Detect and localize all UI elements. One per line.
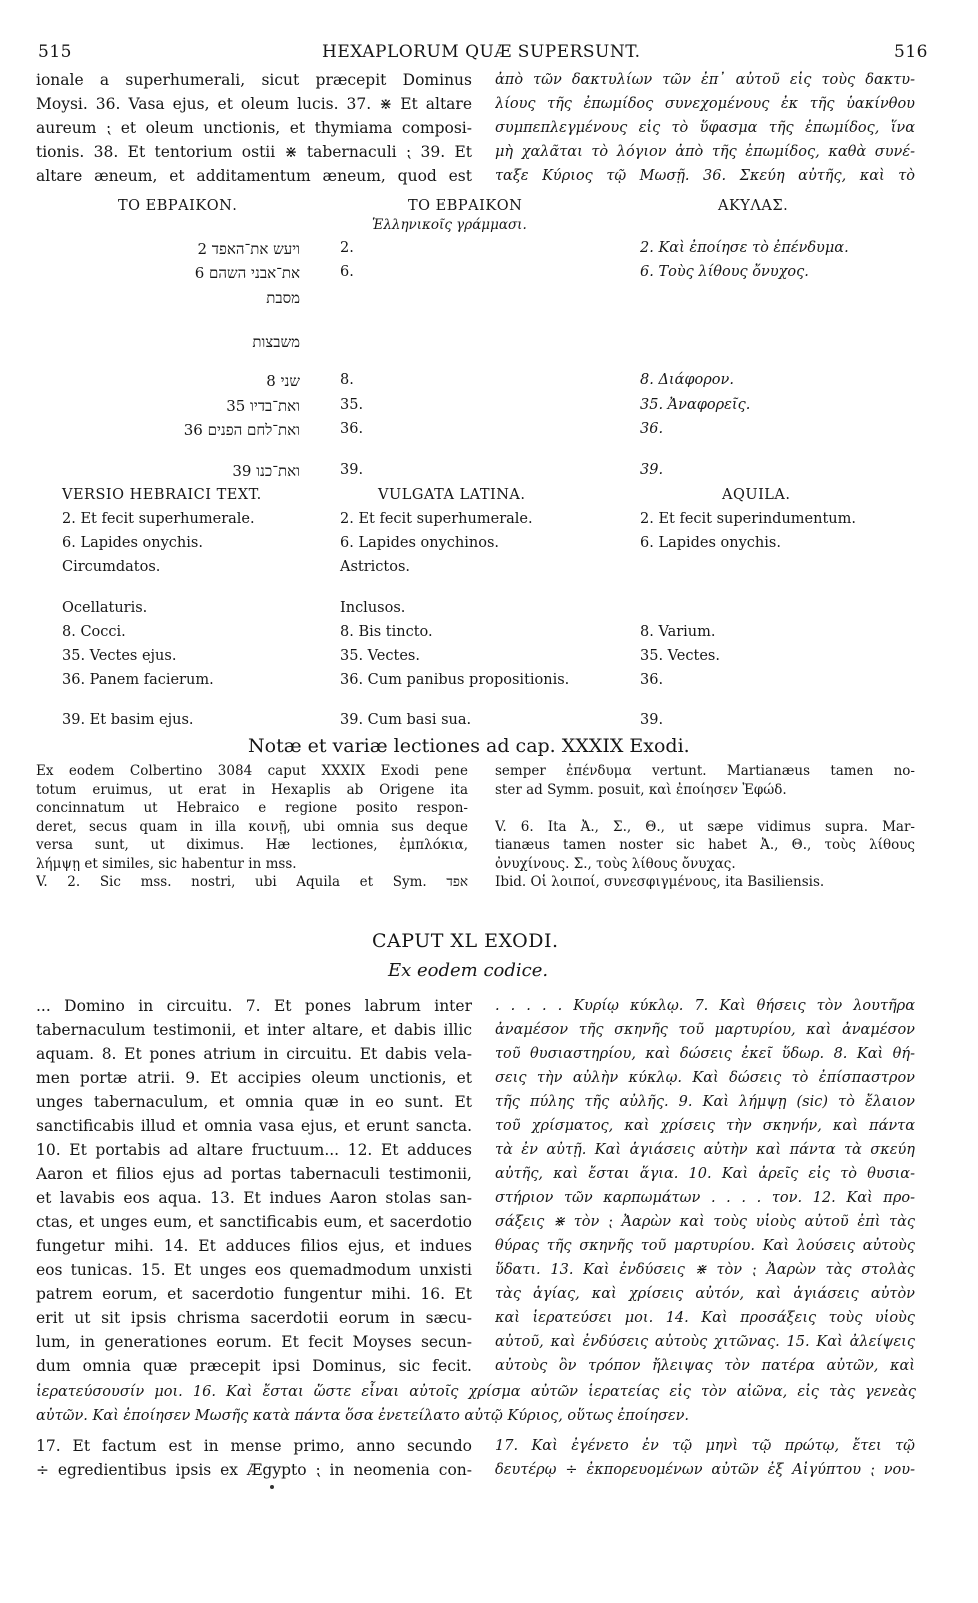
vulgata-cell: 35. Vectes. — [340, 648, 420, 664]
aquila-cell: 6. Τοὺς λίθους ὄνυχος. — [640, 264, 809, 280]
note-line: Ex eodem Colbertino 3084 caput XXXIX Exodi pene — [36, 763, 468, 779]
note-line: versa sunt, ut diximus. Hæ lectiones, ἐμπλόκια, — [36, 837, 468, 853]
text-line: ὕδατι. 13. Καὶ ἐνδύσεις ⋇ τὸν ⁏ Ἀαρὼν τὰς στολὰς — [495, 1262, 915, 1278]
text-line: μὴ χαλᾶται τὸ λόγιον ἀπὸ τῆς ἐπωμίδος, καθὰ συνέ- — [495, 144, 915, 160]
text-line: καὶ ἱερατεύσει μοι. 14. Καὶ προσάξεις τοὺς υἱοὺς — [495, 1310, 915, 1326]
verse-number: 35. — [340, 397, 364, 413]
aquila-latin-cell: 35. Vectes. — [640, 648, 720, 664]
aquila-cell: 39. — [640, 462, 664, 478]
text-line: erit ut sit ipsis chrisma sacerdotii eorum in sæcu- — [36, 1309, 472, 1327]
transliteration-column-header: ΤΟ ΕΒΡΑΙΚΟΝ — [408, 198, 523, 214]
text-line: fungetur mihi. 14. Et adduces filios ejus, et indues — [36, 1237, 472, 1255]
note-line: V. 6. Ita Ἀ., Σ., Θ., ut sæpe vidimus supra. Mar- — [495, 818, 915, 835]
notes-title: Notæ et variæ lectiones ad cap. XXXIX Exodi. — [248, 735, 690, 757]
body-greek-column — [495, 994, 915, 1378]
text-line: συμπεπλεγμένους εἰς τὸ ὕφασμα τῆς ἐπωμίδος, ἵνα — [495, 120, 915, 136]
top-greek-column — [495, 68, 915, 188]
text-line: et lavabis eos aqua. 13. Et indues Aaron stolas san- — [36, 1189, 472, 1207]
versio-cell: 36. Panem facierum. — [62, 672, 214, 688]
text-line: ἱερατεύσουσίν μοι. 16. Καὶ ἔσται ὥστε εἶναι αὐτοῖς χρίσμα αὐτῶν ἱερατείας εἰς τὸν αἰῶνα, εἰς τὰς γενεὰς — [36, 1384, 916, 1400]
verse-number: 39. — [340, 462, 364, 478]
text-line: δευτέρῳ ÷ ἐκπορευομένων αὐτῶν ἐξ Αἰγύπτου ⁏ νου- — [495, 1462, 915, 1478]
text-line: dum omnia quæ præcepit ipsi Dominus, sic fecit. — [36, 1357, 472, 1375]
text-line: sanctificabis illud et omnia vasa ejus, et erunt sancta. — [36, 1117, 472, 1135]
verse-number: 36. — [340, 421, 364, 437]
text-line: τὰ ἐν αὐτῇ. Καὶ ἁγιάσεις αὐτὴν καὶ πάντα τὰ σκεύη — [495, 1142, 915, 1158]
notes-left-column — [36, 762, 468, 892]
vulgata-cell: 36. Cum panibus propositionis. — [340, 672, 570, 688]
aquila-column-header: ΑΚΥΛΑΣ. — [718, 198, 789, 214]
text-line: . . . . . Κυρίῳ κύκλῳ. 7. Καὶ θήσεις τὸν λουτῆρα — [495, 998, 915, 1014]
hebrew-cell: שני 8 — [266, 372, 300, 390]
text-line: στήριον τῶν καρπωμάτων . . . . τον. 12. Καὶ προ- — [495, 1190, 915, 1206]
versio-cell: 6. Lapides onychis. — [62, 535, 203, 551]
versio-cell: Circumdatos. — [62, 559, 161, 575]
text-line: τοῦ χρίσματος, καὶ χρίσεις τὴν σκηνήν, καὶ πάντα — [495, 1118, 915, 1134]
text-line: tionis. 38. Et tentorium ostii ⋇ tabernaculi ⁏ 39. Et — [36, 143, 472, 161]
hebrew-cell: ואת־כנו 39 — [232, 462, 300, 480]
aquila-cell: 36. — [640, 421, 664, 437]
aquila-latin-header: AQUILA. — [722, 487, 791, 503]
text-line: αὐτῶν. Καὶ ἐποίησεν Μωσῆς κατὰ πάντα ὅσα ἐνετείλατο αὐτῷ Κύριος, οὕτως ἐποίησεν. — [36, 1408, 690, 1424]
aquila-latin-cell: 2. Et fecit superindumentum. — [640, 511, 856, 527]
vulgata-cell: 6. Lapides onychinos. — [340, 535, 500, 551]
note-line: deret, secus quam in illa κοινῇ, ubi omnia sus deque — [36, 818, 468, 835]
left-page-number: 515 — [38, 42, 72, 62]
text-line: aureum ⁏ et oleum unctionis, et thymiama composi- — [36, 119, 472, 137]
text-line: tabernaculum testimonii, et inter altare, et dabis illic — [36, 1021, 472, 1039]
text-line: men portæ atrii. 9. Et accipies oleum unctionis, et — [36, 1069, 472, 1087]
verse-number: 2. — [340, 240, 354, 256]
versio-cell: Ocellaturis. — [62, 600, 148, 616]
text-line: 17. Et factum est in mense primo, anno secundo — [36, 1437, 472, 1455]
note-line: tianæus tamen noster sic habet Ἀ., Θ., τοὺς λίθους — [495, 837, 915, 853]
text-line: ÷ egredientibus ipsis ex Ægypto ⁏ in neomenia con- — [36, 1461, 472, 1479]
notes-right-column — [495, 762, 915, 892]
note-line: ster ad Symm. posuit, καὶ ἐποίησεν Ἐφώδ. — [495, 781, 787, 798]
text-line: patrem eorum, et sacerdotio fungentur mihi. 16. Et — [36, 1285, 472, 1303]
text-line: τὰς ἁγίας, καὶ χρίσεις αὐτόν, καὶ ἁγιάσεις αὐτὸν — [495, 1286, 915, 1302]
chapter-title: CAPUT XL EXODI. — [372, 930, 559, 952]
verse-number: 6. — [340, 264, 354, 280]
vulgata-cell: Astrictos. — [340, 559, 411, 575]
aquila-latin-cell: 39. — [640, 712, 664, 728]
chapter-subtitle: Ex eodem codice. — [388, 960, 549, 981]
text-line: ταξε Κύριος τῷ Μωσῇ. 36. Σκεύη αὐτῆς, καὶ τὸ — [495, 168, 915, 184]
note-line: V. 2. Sic mss. nostri, ubi Aquila et Sym. אפד — [36, 874, 468, 890]
text-line: ionale a superhumerali, sicut præcepit Dominus — [36, 71, 472, 89]
hebrew-cell: ואת־בדיו 35 — [226, 397, 300, 415]
text-line: unges tabernaculum, et omnia quæ in eo sunt. Et — [36, 1093, 472, 1111]
text-line: αὐτοῦ, καὶ ἐνδύσεις αὐτοὺς χιτῶνας. 15. Καὶ ἀλείψεις — [495, 1334, 915, 1350]
body-latin-column — [36, 994, 472, 1378]
text-line: Moysi. 36. Vasa ejus, et oleum lucis. 37. ⋇ Et altare — [36, 95, 472, 113]
text-line: lum, in generationes eorum. Et fecit Moyses secun- — [36, 1333, 472, 1351]
text-line: σεις τὴν αὐλὴν κύκλῳ. Καὶ δώσεις τὸ ἐπίσπαστρον — [495, 1070, 915, 1086]
running-title: HEXAPLORUM QUÆ SUPERSUNT. — [322, 42, 641, 62]
text-line: 10. Et portabis ad altare fructuum... 12. Et adduces — [36, 1141, 472, 1159]
verse-number: 8. — [340, 372, 354, 388]
bottom-greek-column — [495, 1434, 915, 1482]
text-line: αὐτοὺς ὃν τρόπον ἤλειψας τὸν πατέρα αὐτῶν, καὶ — [495, 1358, 915, 1374]
transliteration-column-subheader: Ἑλληνικοῖς γράμμασι. — [372, 217, 527, 233]
hebrew-cell: את־אבני השהם 6 — [194, 264, 300, 282]
note-line — [495, 799, 915, 818]
note-line: totum eruimus, ut erat in Hexaplis ab Origene ita — [36, 781, 468, 798]
vulgata-cell: 39. Cum basi sua. — [340, 712, 472, 728]
bottom-latin-column — [36, 1434, 472, 1482]
versio-cell: 35. Vectes ejus. — [62, 648, 177, 664]
right-page-number: 516 — [894, 42, 928, 62]
aquila-cell: 8. Διάφορον. — [640, 372, 734, 388]
aquila-latin-cell: 6. Lapides onychis. — [640, 535, 781, 551]
aquila-cell: 35. Ἀναφορεῖς. — [640, 397, 751, 413]
ink-dot — [270, 1485, 274, 1489]
text-line: ... Domino in circuitu. 7. Et pones labrum inter — [36, 997, 472, 1015]
text-line: ctas, et unges eum, et sanctificabis eum, et sacerdotio — [36, 1213, 472, 1231]
note-line: λήμψῃ et similes, sic habentur in mss. — [36, 855, 297, 872]
text-line: σάξεις ⋇ τὸν ⁏ Ἀαρὼν καὶ τοὺς υἱοὺς αὐτοῦ ἐπὶ τὰς — [495, 1214, 915, 1230]
text-line: αὐτῆς, καὶ ἔσται ἅγια. 10. Καὶ ἀρεῖς εἰς τὸ θυσια- — [495, 1166, 915, 1182]
hebrew-cell: משבצות — [252, 333, 300, 351]
note-line: concinnatum ut Hebraico e regione posito respon- — [36, 800, 468, 816]
vulgata-header: VULGATA LATINA. — [378, 487, 526, 503]
versio-cell: 2. Et fecit superhumerale. — [62, 511, 255, 527]
vulgata-cell: 2. Et fecit superhumerale. — [340, 511, 533, 527]
aquila-cell: 2. Καὶ ἐποίησε τὸ ἐπένδυμα. — [640, 240, 849, 256]
full-width-greek — [36, 1380, 916, 1428]
aquila-latin-cell: 36. — [640, 672, 664, 688]
note-line: semper ἐπένδυμα vertunt. Martianæus tamen no- — [495, 763, 915, 779]
hebrew-cell: מסבת — [266, 289, 300, 307]
top-latin-column — [36, 68, 472, 188]
text-line: 17. Καὶ ἐγένετο ἐν τῷ μηνὶ τῷ πρώτῳ, ἔτει τῷ — [495, 1438, 915, 1454]
text-line: eos tunicas. 15. Et unges eos quemadmodum unxisti — [36, 1261, 472, 1279]
text-line: τῆς πύλης τῆς αὐλῆς. 9. Καὶ λήμψῃ (sic) τὸ ἔλαιον — [495, 1094, 915, 1110]
text-line: altare æneum, et additamentum æneum, quod est — [36, 167, 472, 185]
aquila-latin-cell: 8. Varium. — [640, 624, 716, 640]
hebrew-cell: ויעש את־האפד 2 — [197, 240, 300, 258]
vulgata-cell: 8. Bis tincto. — [340, 624, 433, 640]
versio-hebraici-header: VERSIO HEBRAICI TEXT. — [62, 487, 262, 503]
text-line: ἀναμέσον τῆς σκηνῆς τοῦ μαρτυρίου, καὶ ἀναμέσον — [495, 1022, 915, 1038]
text-line: θύρας τῆς σκηνῆς τοῦ μαρτυρίου. Καὶ λούσεις αὐτοὺς — [495, 1238, 915, 1254]
note-line: ὀνυχίνους. Σ., τοὺς λίθους ὄνυχας. — [495, 855, 736, 872]
text-line: λίους τῆς ἐπωμίδος συνεχομένους ἐκ τῆς ὑακίνθου — [495, 96, 915, 112]
text-line: ἀπὸ τῶν δακτυλίων τῶν ἐπ᾽ αὐτοῦ εἰς τοὺς δακτυ- — [495, 72, 915, 88]
vulgata-cell: Inclusos. — [340, 600, 406, 616]
text-line: Aaron et filios ejus ad portas tabernaculi testimonii, — [36, 1165, 472, 1183]
text-line: τοῦ θυσιαστηρίου, καὶ δώσεις ἐκεῖ ὕδωρ. 8. Καὶ θή- — [495, 1046, 915, 1062]
hebrew-cell: ואת־לחם הפנים 36 — [183, 421, 300, 439]
hebrew-column-header: ΤΟ ΕΒΡΑΙΚΟΝ. — [118, 198, 238, 214]
versio-cell: 39. Et basim ejus. — [62, 712, 194, 728]
note-line: Ibid. Οἱ λοιποί, συνεσφιγμένους, ita Basiliensis. — [495, 874, 825, 890]
text-line: aquam. 8. Et pones atrium in circuitu. Et dabis vela- — [36, 1045, 472, 1063]
versio-cell: 8. Cocci. — [62, 624, 126, 640]
